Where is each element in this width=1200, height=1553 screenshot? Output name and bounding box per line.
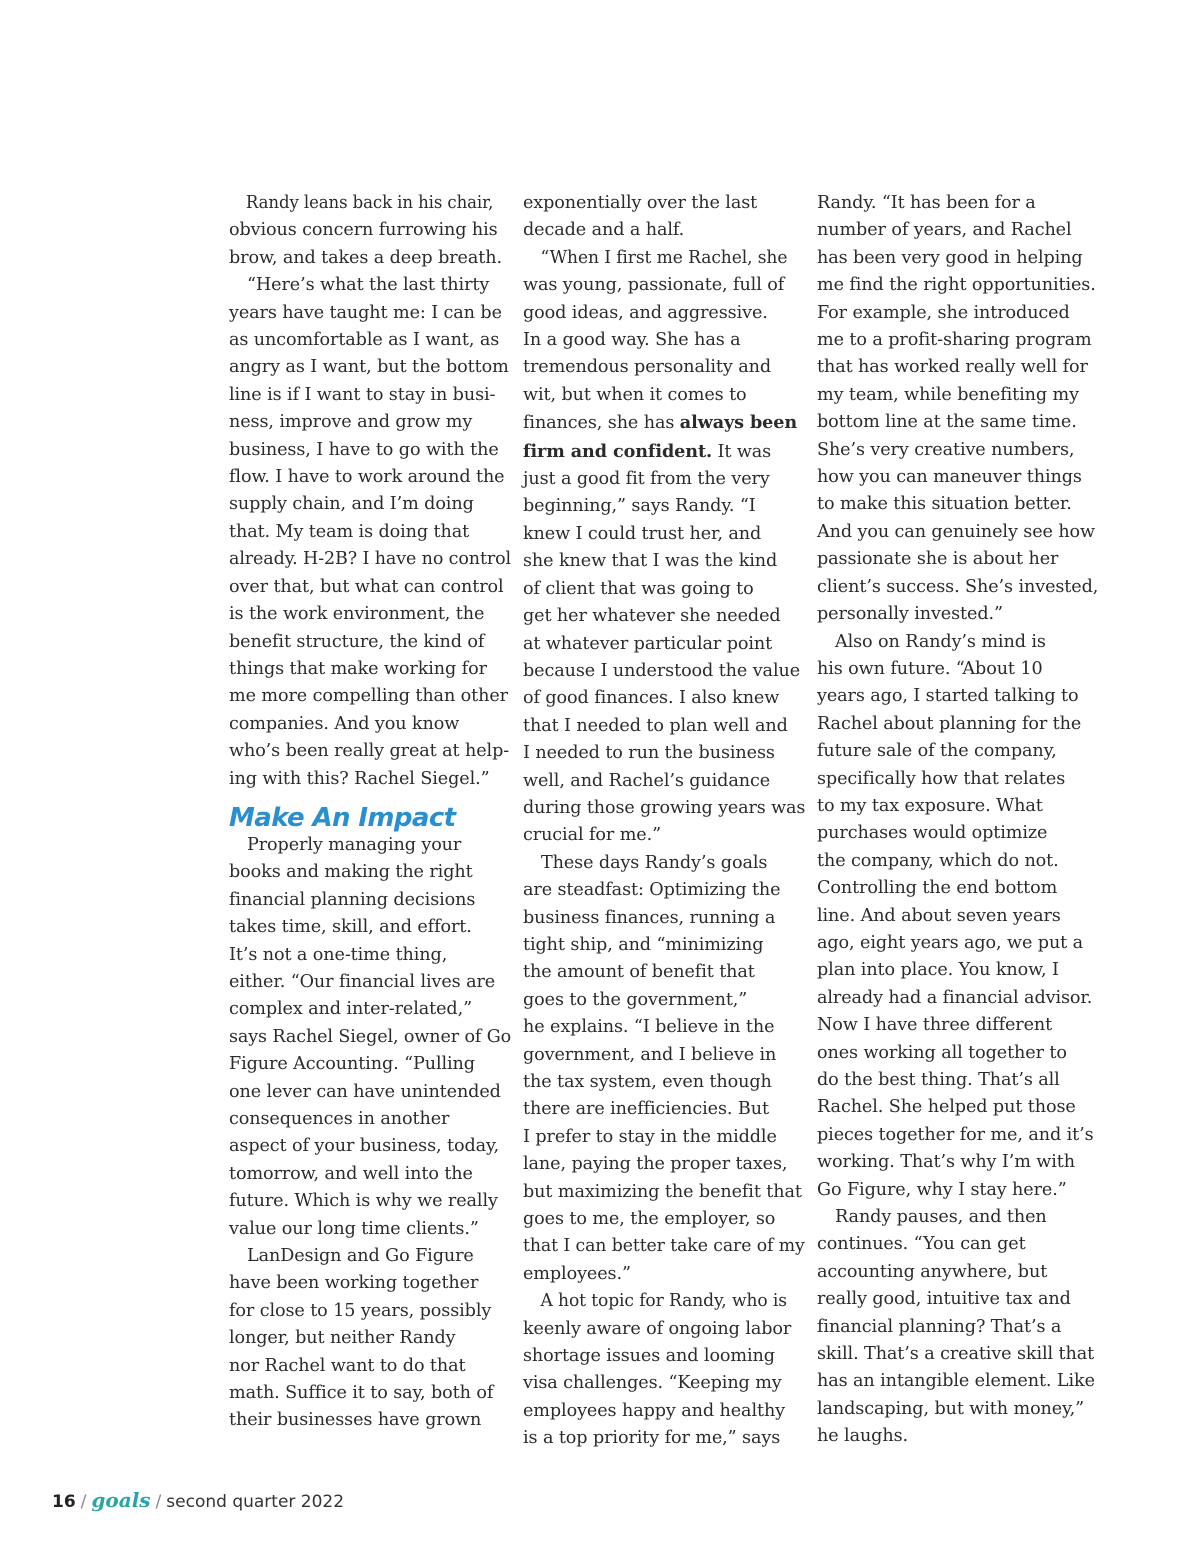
text-line: brow, and takes a deep breath. bbox=[229, 247, 502, 268]
paragraph bbox=[229, 832, 511, 1243]
paragraph bbox=[523, 850, 805, 1289]
bold-text: firm and confident. bbox=[523, 440, 713, 462]
text-line: number of years, and Rachel bbox=[817, 220, 1072, 241]
text-line: is a top priority for me,” says bbox=[523, 1428, 781, 1449]
text-line: how you can maneuver things bbox=[817, 467, 1082, 488]
text-line: employees.” bbox=[523, 1263, 631, 1284]
column-2 bbox=[523, 190, 805, 1453]
text-line: I prefer to stay in the middle bbox=[523, 1126, 777, 1147]
paragraph bbox=[523, 1288, 805, 1452]
text-line: of client that was going to bbox=[523, 578, 754, 599]
text-line: decade and a half. bbox=[523, 220, 685, 241]
text-line: specifically how that relates bbox=[817, 768, 1066, 789]
paragraph bbox=[817, 190, 1099, 629]
text-line: that I can better take care of my bbox=[523, 1236, 805, 1257]
text-line: personally invested.” bbox=[817, 604, 1003, 625]
text-line: his own future. “About 10 bbox=[817, 658, 1043, 679]
text-line: I needed to run the business bbox=[523, 743, 775, 764]
paragraph bbox=[229, 1243, 511, 1435]
text-line: These days Randy’s goals bbox=[541, 852, 768, 873]
text-line: exponentially over the last bbox=[523, 193, 758, 213]
text-line: books and making the right bbox=[229, 862, 473, 883]
text-line: get her whatever she needed bbox=[523, 606, 781, 627]
text-line: Randy pauses, and then bbox=[835, 1207, 1047, 1228]
text-line: for close to 15 years, possibly bbox=[229, 1300, 492, 1321]
text-line: Rachel about planning for the bbox=[817, 713, 1082, 734]
text-line: A hot topic for Randy, who is bbox=[540, 1291, 787, 1312]
text-line: me to a profit-sharing program bbox=[817, 330, 1092, 351]
text-line: the company, which do not. bbox=[817, 850, 1059, 871]
text-line: who’s been really great at help- bbox=[229, 741, 510, 762]
text-line: complex and inter-related,” bbox=[229, 999, 472, 1020]
text-line: already. H-2B? I have no control bbox=[229, 549, 512, 570]
text-line: companies. And you know bbox=[229, 713, 460, 734]
text-line: supply chain, and I’m doing bbox=[229, 494, 474, 515]
text-line: tremendous personality and bbox=[523, 357, 771, 378]
text-line: me find the right opportunities. bbox=[817, 275, 1096, 296]
text-line: landscaping, but with money,” bbox=[817, 1398, 1084, 1419]
text-line: Go Figure, why I stay here.” bbox=[817, 1179, 1067, 1200]
text-line: their businesses have grown bbox=[229, 1410, 482, 1431]
text-line: wit, but when it comes to bbox=[523, 384, 747, 405]
text-line: obvious concern furrowing his bbox=[229, 220, 498, 241]
text-line: passionate she is about her bbox=[817, 549, 1059, 570]
paragraph bbox=[523, 245, 805, 850]
text-line bbox=[523, 438, 805, 466]
text-line: takes time, skill, and effort. bbox=[229, 917, 472, 938]
text-line: nor Rachel want to do that bbox=[229, 1355, 466, 1376]
text-line: to make this situation better. bbox=[817, 494, 1072, 515]
text-line: employees happy and healthy bbox=[523, 1400, 786, 1421]
text-line: goes to me, the employer, so bbox=[523, 1209, 776, 1230]
text-line: In a good way. She has a bbox=[523, 330, 741, 351]
text-line: Now I have three different bbox=[817, 1015, 1053, 1036]
text-line: accounting anywhere, but bbox=[817, 1261, 1048, 1282]
paragraph bbox=[523, 190, 805, 245]
text-line: pieces together for me, and it’s bbox=[817, 1124, 1094, 1145]
text-line: just a good fit from the very bbox=[523, 469, 770, 490]
text-line: things that make working for bbox=[229, 658, 487, 679]
paragraph bbox=[817, 629, 1099, 1205]
text-line: really good, intuitive tax and bbox=[817, 1289, 1071, 1310]
text-line: She’s very creative numbers, bbox=[817, 439, 1075, 460]
paragraph bbox=[229, 272, 511, 793]
page-footer bbox=[52, 1488, 344, 1512]
text-line: financial planning decisions bbox=[229, 889, 476, 910]
text-line: ago, eight years ago, we put a bbox=[817, 932, 1084, 953]
paragraph bbox=[817, 1204, 1099, 1451]
text-line: beginning,” says Randy. “I bbox=[523, 496, 756, 517]
text-line: there are inefficiencies. But bbox=[523, 1099, 769, 1120]
text-line: lane, paying the proper taxes, bbox=[523, 1154, 788, 1175]
text-line: line is if I want to stay in busi- bbox=[229, 384, 496, 405]
text-line: future sale of the company, bbox=[817, 741, 1057, 762]
text-line: as uncomfortable as I want, as bbox=[229, 330, 500, 351]
text-run: finances, she has bbox=[523, 413, 680, 434]
text-line: do the best thing. That’s all bbox=[817, 1070, 1060, 1090]
text-line: have been working together bbox=[229, 1273, 479, 1294]
text-line: business finances, running a bbox=[523, 907, 776, 928]
text-line bbox=[523, 409, 805, 437]
text-line: consequences in another bbox=[229, 1109, 450, 1129]
text-line: Also on Randy’s mind is bbox=[835, 631, 1046, 652]
text-line: visa challenges. “Keeping my bbox=[523, 1373, 782, 1394]
text-line: that has worked really well for bbox=[817, 357, 1088, 378]
text-line: years ago, I started talking to bbox=[817, 686, 1079, 707]
text-line: client’s success. She’s invested, bbox=[817, 576, 1099, 597]
text-line: because I understood the value bbox=[523, 660, 801, 681]
bold-text: always been bbox=[679, 412, 798, 434]
text-line: well, and Rachel’s guidance bbox=[523, 770, 771, 791]
column-3 bbox=[817, 190, 1099, 1451]
text-line: good ideas, and aggressive. bbox=[523, 302, 768, 323]
text-line: line. And about seven years bbox=[817, 905, 1061, 926]
magazine-title: goals bbox=[91, 1488, 151, 1512]
text-line: is the work environment, the bbox=[229, 604, 485, 625]
page-number: 16 bbox=[52, 1492, 76, 1512]
text-line: me more compelling than other bbox=[229, 686, 508, 707]
text-line: the tax system, even though bbox=[523, 1072, 772, 1092]
text-line: she knew that I was the kind bbox=[523, 551, 778, 572]
text-line: value our long time clients.” bbox=[229, 1218, 479, 1239]
text-line: Randy leans back in his chair, bbox=[245, 193, 494, 213]
text-line: math. Suffice it to say, both of bbox=[229, 1383, 494, 1404]
text-line: crucial for me.” bbox=[523, 825, 661, 846]
text-line: but maximizing the benefit that bbox=[523, 1181, 802, 1202]
text-line: he laughs. bbox=[817, 1426, 908, 1447]
text-line: LanDesign and Go Figure bbox=[247, 1246, 474, 1267]
section-heading: Make An Impact bbox=[229, 802, 456, 833]
text-line: the amount of benefit that bbox=[523, 962, 755, 983]
text-line: Properly managing your bbox=[247, 834, 462, 855]
text-line: ones working all together to bbox=[817, 1042, 1067, 1063]
text-run: It was bbox=[712, 441, 772, 462]
text-line: to my tax exposure. What bbox=[817, 795, 1043, 816]
column-1 bbox=[229, 190, 511, 1435]
text-line: “When I first me Rachel, she bbox=[540, 247, 788, 268]
text-line: goes to the government,” bbox=[523, 989, 748, 1010]
text-line: years have taught me: I can be bbox=[229, 302, 502, 323]
text-line: tomorrow, and well into the bbox=[229, 1163, 473, 1184]
text-line: aspect of your business, today, bbox=[229, 1136, 500, 1157]
text-line: was young, passionate, full of bbox=[523, 275, 785, 296]
text-line: says Rachel Siegel, owner of Go bbox=[229, 1026, 512, 1047]
text-line: angry as I want, but the bottom bbox=[229, 357, 509, 378]
text-line: plan into place. You know, I bbox=[817, 960, 1059, 981]
text-line: shortage issues and looming bbox=[523, 1346, 775, 1367]
text-line: It’s not a one-time thing, bbox=[229, 944, 448, 965]
text-line: of good finances. I also knew bbox=[523, 688, 780, 709]
text-line: ing with this? Rachel Siegel.” bbox=[229, 768, 490, 789]
text-line: bottom line at the same time. bbox=[817, 412, 1077, 433]
text-line: knew I could trust her, and bbox=[523, 523, 762, 544]
text-line: working. That’s why I’m with bbox=[817, 1152, 1075, 1173]
text-line: flow. I have to work around the bbox=[229, 467, 505, 488]
text-line: government, and I believe in bbox=[523, 1044, 777, 1065]
text-line: Figure Accounting. “Pulling bbox=[229, 1054, 475, 1075]
text-line: are steadfast: Optimizing the bbox=[523, 880, 781, 901]
text-line: at whatever particular point bbox=[523, 633, 773, 654]
text-line: And you can genuinely see how bbox=[817, 521, 1096, 542]
text-line: tight ship, and “minimizing bbox=[523, 934, 764, 955]
text-line: keenly aware of ongoing labor bbox=[523, 1318, 792, 1339]
text-line: Controlling the end bottom bbox=[817, 878, 1058, 899]
text-line: skill. That’s a creative skill that bbox=[817, 1344, 1095, 1365]
text-line: benefit structure, the kind of bbox=[229, 631, 485, 652]
paragraph bbox=[229, 190, 511, 272]
issue-label: second quarter 2022 bbox=[166, 1492, 345, 1512]
text-line: For example, she introduced bbox=[817, 302, 1070, 323]
footer-separator: / bbox=[80, 1492, 87, 1512]
text-line: longer, but neither Randy bbox=[229, 1328, 456, 1349]
text-line: “Here’s what the last thirty bbox=[247, 275, 490, 296]
text-line: he explains. “I believe in the bbox=[523, 1017, 775, 1038]
text-line: over that, but what can control bbox=[229, 576, 504, 597]
text-line: ness, improve and grow my bbox=[229, 412, 473, 433]
text-line: future. Which is why we really bbox=[229, 1191, 498, 1212]
text-line: already had a financial advisor. bbox=[817, 987, 1093, 1008]
text-line: Randy. “It has been for a bbox=[817, 193, 1036, 213]
footer-separator-2: / bbox=[155, 1492, 162, 1512]
text-line: financial planning? That’s a bbox=[817, 1316, 1062, 1337]
text-line: that. My team is doing that bbox=[229, 521, 470, 542]
text-line: during those growing years was bbox=[523, 797, 806, 818]
text-line: purchases would optimize bbox=[817, 823, 1048, 844]
text-line: Rachel. She helped put those bbox=[817, 1097, 1076, 1118]
text-line: either. “Our financial lives are bbox=[229, 971, 496, 992]
text-line: one lever can have unintended bbox=[229, 1081, 501, 1102]
text-line: has been very good in helping bbox=[817, 247, 1083, 268]
text-line: has an intangible element. Like bbox=[817, 1371, 1095, 1392]
text-line: that I needed to plan well and bbox=[523, 715, 788, 736]
text-line: my team, while benefiting my bbox=[817, 384, 1079, 405]
text-line: business, I have to go with the bbox=[229, 439, 499, 460]
text-line: continues. “You can get bbox=[817, 1234, 1026, 1255]
